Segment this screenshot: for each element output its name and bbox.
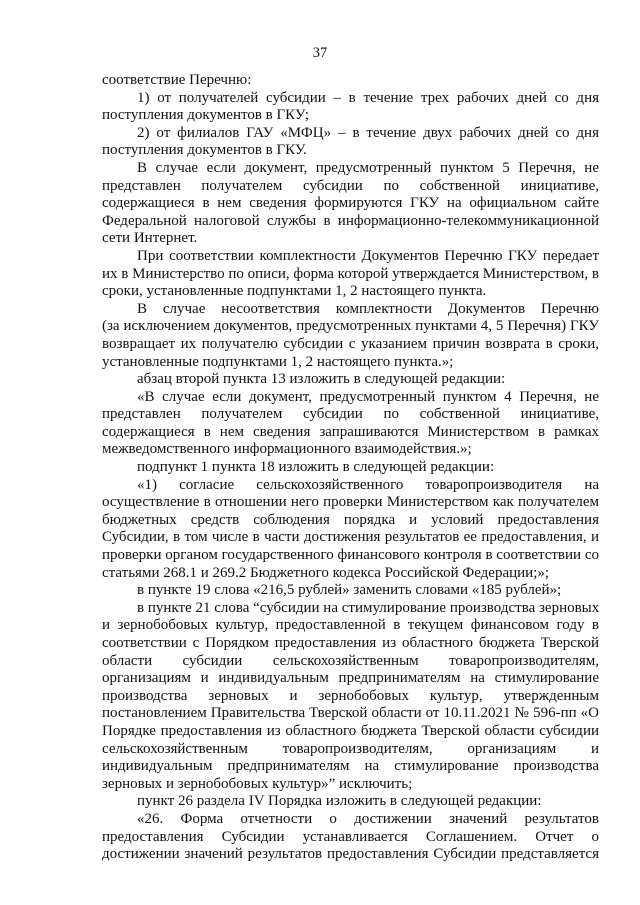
text-line: статьями 268.1 и 269.2 Бюджетного кодекса Российской Федерации;»; bbox=[102, 564, 550, 581]
page-number: 37 bbox=[312, 45, 328, 61]
text-line: сети Интернет. bbox=[102, 230, 198, 247]
text-line: поступления документов в ГКУ. bbox=[102, 142, 307, 159]
text-line: возвращает их получателю субсидии с указанием причин возврата в сроки, bbox=[102, 335, 599, 352]
text-line: бюджетных средств соблюдения порядка и условий предоставления bbox=[102, 511, 599, 528]
text-line: При соответствии комплектности Документов Перечню ГКУ передает bbox=[137, 247, 599, 264]
text-line: В случае несоответствия комплектности Документов Перечню bbox=[137, 300, 599, 317]
text-line: Федеральной налоговой службы в информационно-телекоммуникационной bbox=[102, 212, 599, 229]
text-line: в пункте 21 слова “субсидии на стимулирование производства зерновых bbox=[137, 599, 600, 616]
document-body bbox=[102, 72, 599, 864]
text-line: 2) от филиалов ГАУ «МФЦ» – в течение двух рабочих дней со дня bbox=[137, 124, 599, 141]
text-line: представлен получателем субсидии по собственной инициативе, bbox=[102, 406, 599, 423]
text-line: индивидуальным предпринимателям на стимулирование производства bbox=[102, 758, 599, 775]
text-line: производства зерновых и зернобобовых культур, утвержденным bbox=[102, 687, 599, 704]
text-line: пункт 26 раздела IV Порядка изложить в следующей редакции: bbox=[137, 793, 542, 810]
text-line: абзац второй пункта 13 изложить в следующей редакции: bbox=[137, 371, 506, 388]
text-line: достижении значений результатов предоставления Субсидии представляется bbox=[102, 846, 599, 863]
text-line: поступления документов в ГКУ; bbox=[102, 107, 310, 124]
text-line: Порядке предоставления из областного бюджета Тверской области субсидии bbox=[102, 722, 599, 739]
text-line: проверки органом государственного финансового контроля в соответствии со bbox=[102, 547, 599, 564]
text-line: В случае если документ, предусмотренный пунктом 5 Перечня, не bbox=[137, 159, 599, 176]
text-line: установленные подпунктами 1, 2 настоящего пункта.»; bbox=[102, 353, 454, 370]
text-line: 1) от получателей субсидии – в течение трех рабочих дней со дня bbox=[137, 89, 599, 106]
text-line: и зернобобовых культур, предоставленной в текущем финансовом году в bbox=[102, 617, 599, 634]
text-line: «26. Форма отчетности о достижении значений результатов bbox=[137, 810, 599, 827]
text-line: Субсидии, в том числе в части достижения результатов ее предоставления, и bbox=[102, 529, 599, 546]
text-line: предоставления Субсидии устанавливается Соглашением. Отчет о bbox=[102, 828, 599, 845]
text-line: межведомственного информационного взаимодействия.»; bbox=[102, 441, 472, 458]
text-line: «В случае если документ, предусмотренный пунктом 4 Перечня, не bbox=[137, 388, 599, 405]
text-line: сельскохозяйственным товаропроизводителям, организациям и bbox=[102, 740, 599, 757]
text-line: соответствие Перечню: bbox=[102, 72, 252, 88]
text-line: сроки, установленные подпунктами 1, 2 настоящего пункта. bbox=[102, 283, 487, 300]
text-line: организациям и индивидуальным предпринимателям на стимулирование bbox=[102, 670, 599, 687]
text-line: подпункт 1 пункта 18 изложить в следующей редакции: bbox=[137, 459, 495, 476]
text-line: «1) согласие сельскохозяйственного товаропроизводителя на bbox=[137, 476, 599, 493]
text-line: содержащиеся в нем сведения запрашиваются Министерством в рамках bbox=[102, 423, 599, 440]
text-line: соответствии с Порядком предоставления из областного бюджета Тверской bbox=[102, 635, 599, 651]
text-line: зерновых и зернобобовых культур»” исключить; bbox=[102, 775, 413, 792]
text-line: (за исключением документов, предусмотренных пунктами 4, 5 Перечня) ГКУ bbox=[102, 318, 599, 335]
text-line: в пункте 19 слова «216,5 рублей» заменить словами «185 рублей»; bbox=[137, 582, 562, 599]
text-line: представлен получателем субсидии по собственной инициативе, bbox=[102, 177, 599, 194]
text-line: осуществление в отношении него проверки Министерством как получателем bbox=[102, 494, 599, 511]
text-line: постановлением Правительства Тверской области от 10.11.2021 № 596-пп «О bbox=[102, 705, 599, 722]
text-line: содержащиеся в нем сведения формируются ГКУ на официальном сайте bbox=[102, 195, 599, 212]
text-line: их в Министерство по описи, форма которой утверждается Министерством, в bbox=[102, 265, 599, 282]
text-line: области субсидии сельскохозяйственным товаропроизводителям, bbox=[102, 652, 599, 669]
